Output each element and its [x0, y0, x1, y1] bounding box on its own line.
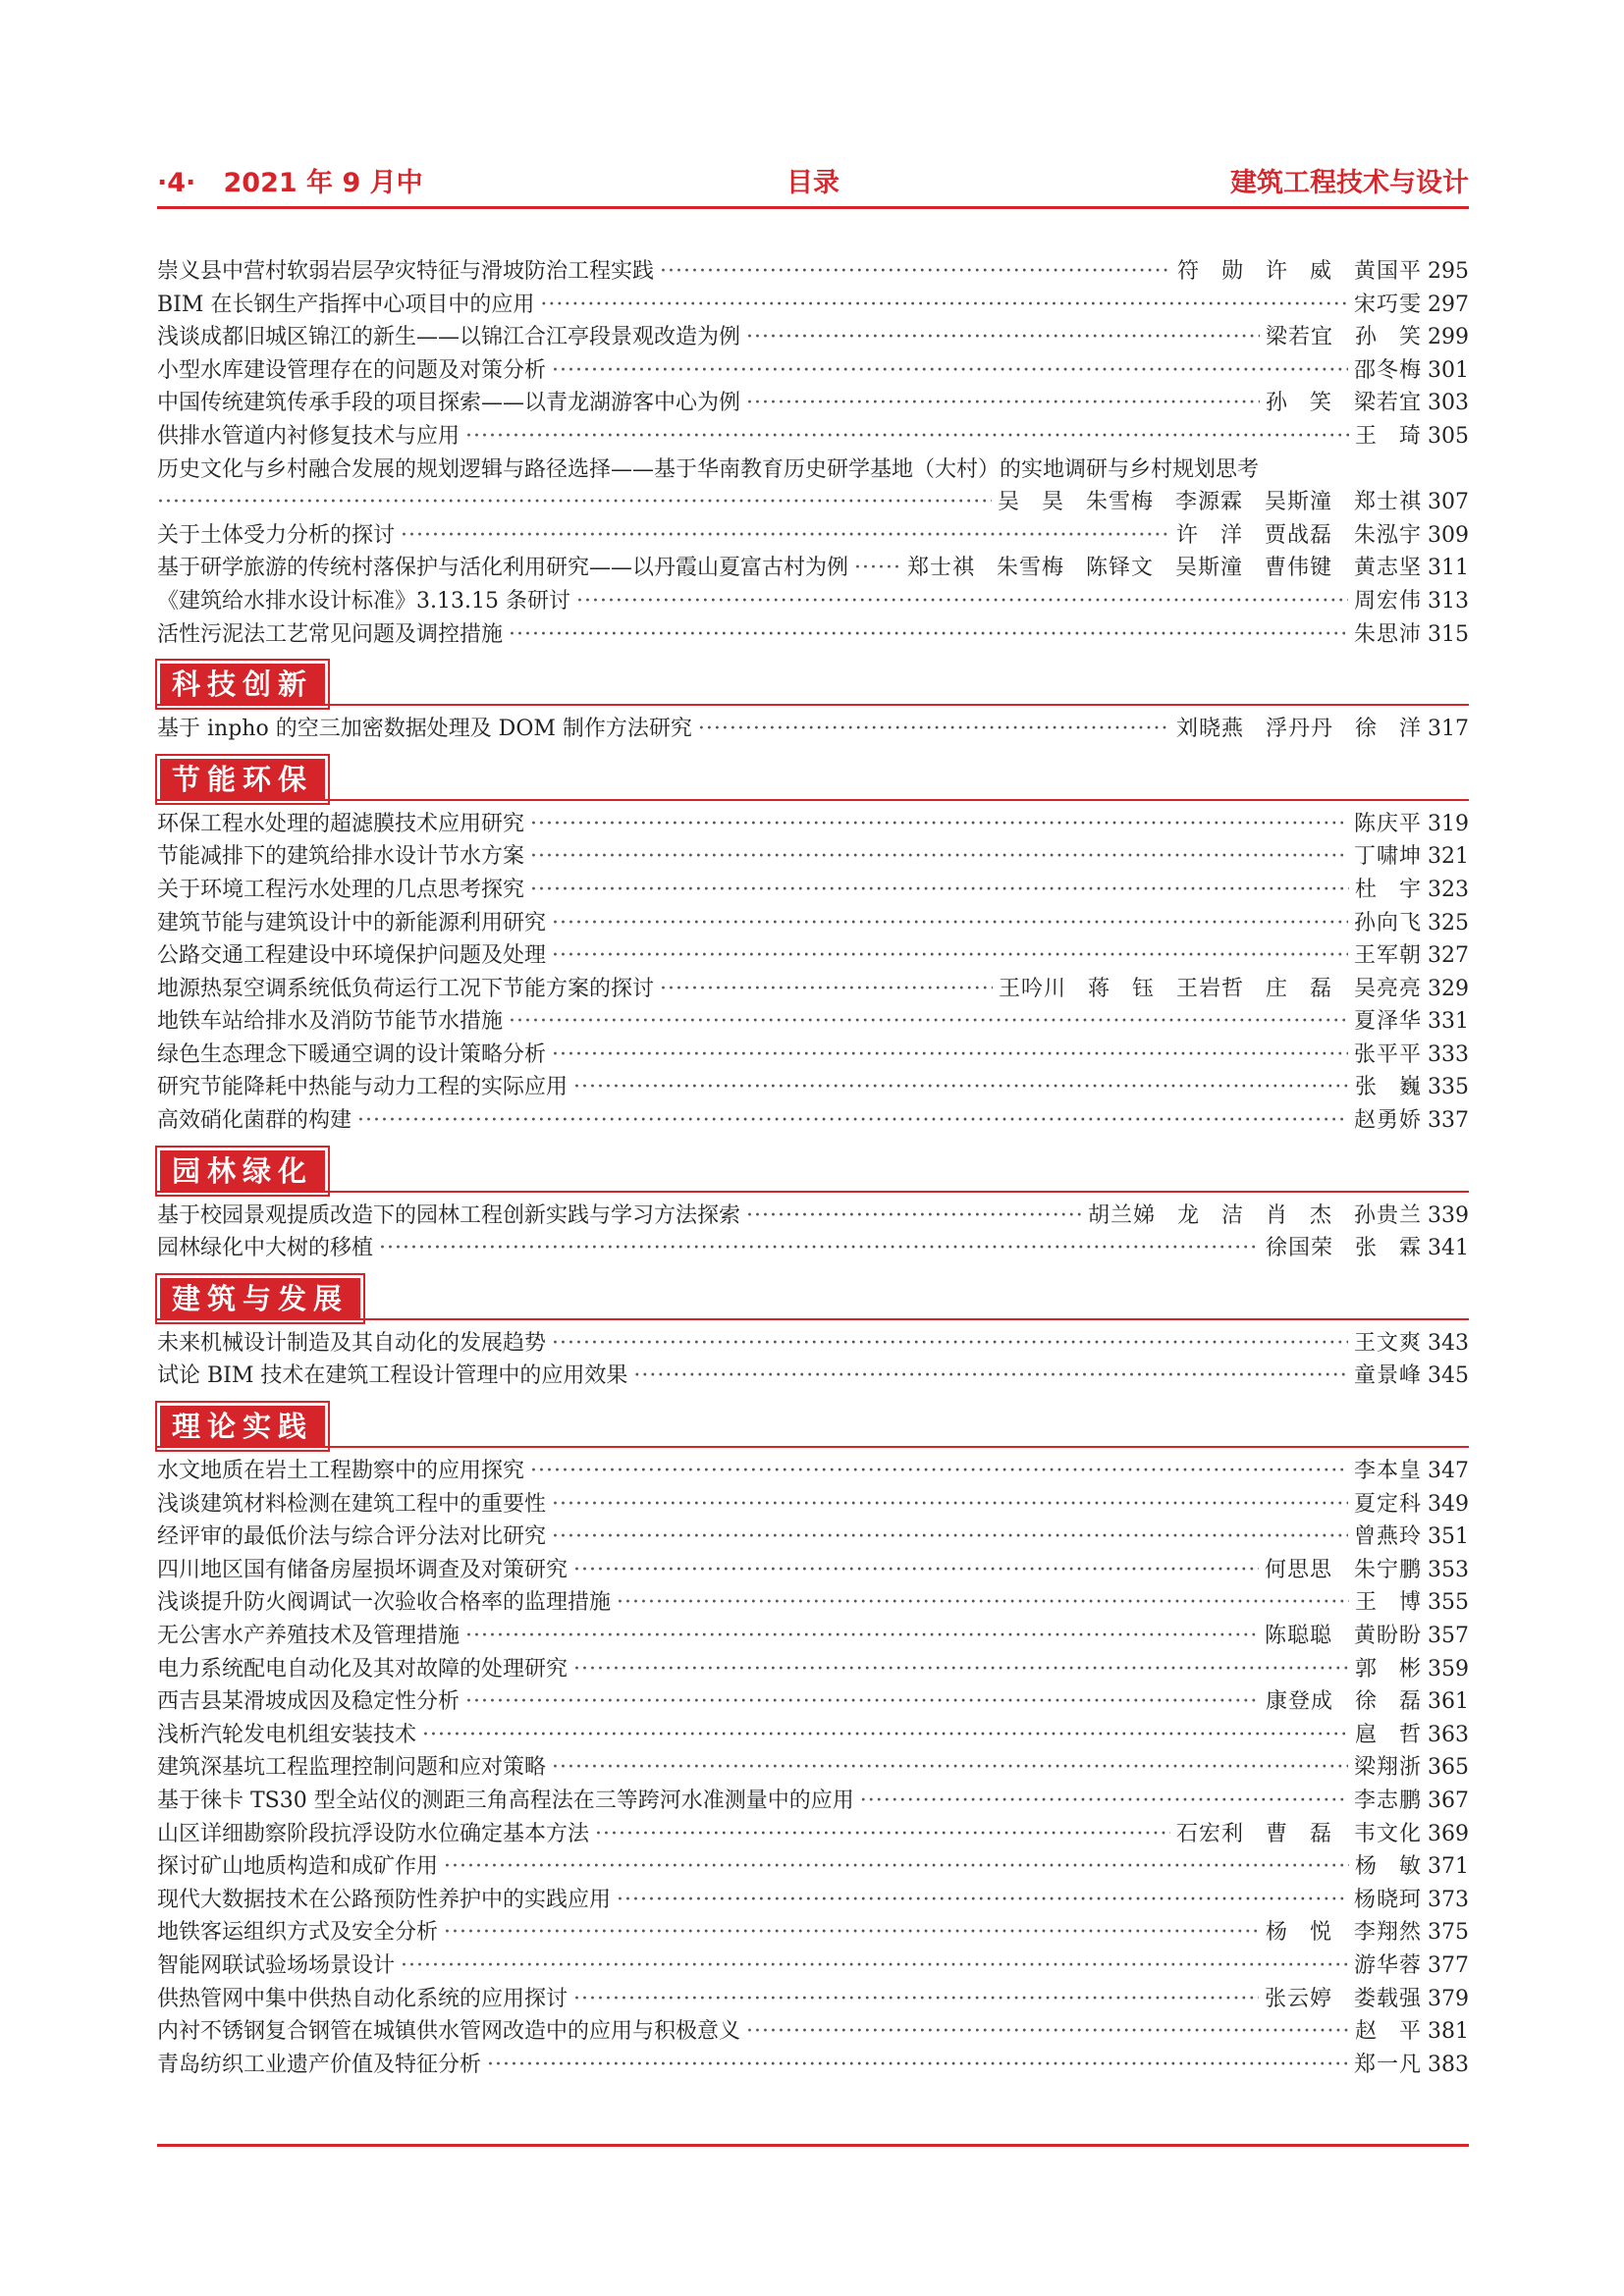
article-page[interactable]: 351	[1428, 1524, 1469, 1550]
article-authors: 吴 昊 朱雪梅 李源霖 吴斯潼 郑士祺	[998, 490, 1422, 515]
article-authors: 邵冬梅	[1353, 357, 1422, 383]
article-page[interactable]: 335	[1428, 1075, 1469, 1100]
article-authors: 石宏利 曹 磊 韦文化	[1176, 1821, 1422, 1846]
article-title[interactable]: 《建筑给水排水设计标准》3.13.15 条研讨	[157, 588, 570, 614]
toc-entry	[157, 1983, 1469, 2016]
article-page[interactable]: 311	[1428, 556, 1469, 581]
leader-dots	[573, 1554, 1259, 1587]
toc-entry	[157, 1005, 1469, 1039]
article-title[interactable]: 地铁车站给排水及消防节能节水措施	[157, 1009, 504, 1035]
toc-entry	[157, 973, 1469, 1006]
article-title[interactable]: 地源热泵空调系统低负荷运行工况下节能方案的探讨	[157, 976, 655, 1001]
article-page[interactable]: 309	[1428, 522, 1469, 548]
toc-entry	[157, 939, 1469, 973]
toc-entry	[157, 1232, 1469, 1265]
article-authors: 梁若宜 孙 笑	[1266, 325, 1422, 350]
section-label: 园林绿化	[157, 1148, 328, 1195]
article-authors: 何思思 朱宁鹏	[1265, 1557, 1422, 1582]
page-label: ·4·	[157, 168, 196, 198]
article-authors: 符 勋 许 威 黄国平	[1177, 259, 1422, 284]
article-page[interactable]: 381	[1428, 2019, 1469, 2045]
toc-entry	[157, 1719, 1469, 1752]
toc-entry	[157, 713, 1469, 746]
article-page[interactable]: 377	[1428, 1952, 1469, 1978]
article-page[interactable]: 373	[1428, 1887, 1469, 1912]
footer-rule	[157, 2144, 1469, 2147]
toc-entry	[157, 1039, 1469, 1072]
toc-entry	[157, 552, 1469, 585]
article-title[interactable]: 供排水管道内衬修复技术与应用	[157, 423, 460, 449]
toc-entry	[157, 1200, 1469, 1233]
article-authors: 刘晓燕 浮丹丹 徐 洋	[1176, 717, 1422, 742]
leader-dots	[465, 1685, 1260, 1719]
toc-entry	[157, 387, 1469, 420]
leader-dots	[157, 486, 992, 519]
article-page[interactable]: 355	[1428, 1590, 1469, 1616]
article-page[interactable]: 359	[1428, 1656, 1469, 1682]
article-page[interactable]: 319	[1428, 811, 1469, 836]
article-title[interactable]: 未来机械设计制造及其自动化的发展趋势	[157, 1330, 547, 1356]
article-title[interactable]: 青岛纺织工业遗产价值及特征分析	[157, 2052, 482, 2077]
article-page[interactable]: 379	[1428, 1986, 1469, 2011]
article-title[interactable]: 智能网联试验场场景设计	[157, 1952, 396, 1978]
article-title[interactable]: 关于土体受力分析的探讨	[157, 522, 396, 548]
leader-dots	[422, 1719, 1349, 1752]
leader-dots	[573, 1983, 1259, 2016]
leader-dots	[552, 1521, 1348, 1554]
leader-dots	[530, 808, 1348, 841]
article-page[interactable]: 337	[1428, 1108, 1469, 1134]
article-authors: 扈 哲	[1355, 1722, 1422, 1747]
article-page[interactable]: 305	[1428, 423, 1469, 449]
leader-dots	[444, 1916, 1260, 1949]
section-underline	[157, 799, 1469, 801]
leader-dots	[540, 289, 1348, 322]
article-authors: 陈聪聪 黄盼盼	[1265, 1624, 1422, 1648]
article-title[interactable]: 四川地区国有储备房屋损坏调查及对策研究	[157, 1557, 568, 1582]
article-authors: 李志鹏	[1353, 1788, 1422, 1813]
leader-dots	[576, 585, 1348, 618]
article-page[interactable]: 357	[1428, 1624, 1469, 1648]
article-title[interactable]: 中国传统建筑传承手段的项目探索——以青龙湖游客中心为例	[157, 391, 741, 416]
section-label: 节能环保	[157, 756, 328, 803]
article-authors: 杜 宇	[1355, 877, 1422, 902]
toc-entry	[157, 840, 1469, 874]
article-authors: 杨 敏	[1355, 1854, 1422, 1880]
article-title[interactable]: 绿色生态理念下暖通空调的设计策略分析	[157, 1041, 547, 1067]
article-authors: 夏定科	[1353, 1491, 1422, 1517]
article-title[interactable]: 浅谈建筑材料检测在建筑工程中的重要性	[157, 1491, 547, 1517]
leader-dots	[552, 354, 1348, 388]
article-title[interactable]: 公路交通工程建设中环境保护问题及处理	[157, 943, 547, 969]
leader-dots	[595, 1818, 1170, 1851]
toc-entry	[157, 1488, 1469, 1522]
section-heading	[157, 655, 1469, 707]
table-of-contents	[157, 255, 1469, 2081]
leader-dots	[573, 1653, 1349, 1686]
leader-dots	[854, 552, 901, 585]
leader-dots	[617, 1586, 1349, 1620]
article-authors: 许 洋 贾战磊 朱泓宇	[1176, 522, 1422, 548]
article-page[interactable]: 315	[1428, 621, 1469, 647]
toc-entry	[157, 420, 1469, 454]
toc-entry	[157, 1818, 1469, 1851]
article-title[interactable]: BIM 在长钢生产指挥中心项目中的应用	[157, 292, 535, 317]
leader-dots	[746, 1200, 1082, 1233]
article-authors: 孙向飞	[1353, 910, 1422, 935]
article-title[interactable]: 历史文化与乡村融合发展的规划逻辑与路径选择——基于华南教育历史研学基地（大村）的实地调研与乡村规划思考	[157, 456, 1260, 482]
article-page[interactable]: 301	[1428, 357, 1469, 383]
article-title[interactable]: 试论 BIM 技术在建筑工程设计管理中的应用效果	[157, 1363, 628, 1389]
leader-dots	[379, 1232, 1260, 1265]
article-page[interactable]: 303	[1428, 391, 1469, 416]
toc-entry	[157, 519, 1469, 553]
toc-entry	[157, 907, 1469, 940]
article-page[interactable]: 347	[1428, 1459, 1469, 1484]
article-page[interactable]: 329	[1428, 976, 1469, 1001]
article-authors: 康登成 徐 磊	[1266, 1689, 1422, 1715]
toc-entry	[157, 1586, 1469, 1620]
section-heading	[157, 750, 1469, 802]
section-underline	[157, 704, 1469, 706]
article-title[interactable]: 节能减排下的建筑给排水设计节水方案	[157, 844, 525, 870]
toc-entry	[157, 354, 1469, 388]
toc-entry	[157, 1360, 1469, 1393]
article-page[interactable]: 299	[1428, 325, 1469, 350]
article-title[interactable]: 研究节能降耗中热能与动力工程的实际应用	[157, 1075, 568, 1100]
article-page[interactable]: 307	[1428, 490, 1469, 515]
article-title[interactable]: 高效硝化菌群的构建	[157, 1108, 352, 1134]
leader-dots	[633, 1360, 1348, 1393]
toc-entry	[157, 1850, 1469, 1884]
leader-dots	[660, 255, 1171, 289]
article-authors: 胡兰娣 龙 洁 肖 杰 孙贵兰	[1088, 1202, 1422, 1228]
toc-entry	[157, 321, 1469, 354]
article-authors: 张 巍	[1355, 1075, 1422, 1100]
article-authors: 周宏伟	[1353, 588, 1422, 614]
article-title[interactable]: 探讨矿山地质构造和成矿作用	[157, 1854, 439, 1880]
journal-name: 建筑工程技术与设计	[1230, 168, 1469, 198]
toc-entry	[157, 1521, 1469, 1554]
leader-dots	[509, 618, 1348, 652]
article-authors: 张云婷 娄载强	[1265, 1986, 1422, 2011]
article-title[interactable]: 山区详细勘察阶段抗浮设防水位确定基本方法	[157, 1821, 590, 1846]
toc-entry	[157, 2049, 1469, 2082]
article-page[interactable]: 367	[1428, 1788, 1469, 1813]
leader-dots	[746, 2015, 1349, 2049]
article-page[interactable]: 349	[1428, 1491, 1469, 1517]
article-authors: 王文爽	[1353, 1330, 1422, 1356]
article-page[interactable]: 363	[1428, 1722, 1469, 1747]
article-page[interactable]: 331	[1428, 1009, 1469, 1035]
article-page[interactable]: 327	[1428, 943, 1469, 969]
leader-dots	[617, 1884, 1348, 1917]
article-page[interactable]: 325	[1428, 910, 1469, 935]
article-authors: 王军朝	[1353, 943, 1422, 969]
leader-dots	[698, 713, 1170, 746]
toc-entry	[157, 1685, 1469, 1719]
article-authors: 夏泽华	[1353, 1009, 1422, 1035]
leader-dots	[401, 519, 1170, 553]
article-authors: 朱思沛	[1353, 621, 1422, 647]
article-title[interactable]: 电力系统配电自动化及其对故障的处理研究	[157, 1656, 568, 1682]
article-title[interactable]: 无公害水产养殖技术及管理措施	[157, 1624, 460, 1648]
toc-entry	[157, 1884, 1469, 1917]
leader-dots	[357, 1104, 1348, 1138]
article-authors: 杨 悦 李翔然	[1266, 1920, 1422, 1946]
article-page[interactable]: 321	[1428, 844, 1469, 870]
section-label: 建筑与发展	[157, 1275, 363, 1322]
article-title[interactable]: 基于 inpho 的空三加密数据处理及 DOM 制作方法研究	[157, 717, 692, 742]
article-title[interactable]: 基于徕卡 TS30 型全站仪的测距三角高程法在三等跨河水准测量中的应用	[157, 1788, 854, 1813]
toc-entry	[157, 618, 1469, 652]
article-authors: 孙 笑 梁若宜	[1266, 391, 1422, 416]
leader-dots	[530, 840, 1348, 874]
section-heading	[157, 1397, 1469, 1449]
leader-dots	[552, 1751, 1348, 1785]
article-authors: 郭 彬	[1355, 1656, 1422, 1682]
article-title[interactable]: 浅谈提升防火阀调试一次验收合格率的监理措施	[157, 1590, 612, 1616]
article-page[interactable]: 371	[1428, 1854, 1469, 1880]
article-authors: 赵勇娇	[1353, 1108, 1422, 1134]
leader-dots	[552, 907, 1348, 940]
toc-entry	[157, 808, 1469, 841]
article-page[interactable]: 313	[1428, 588, 1469, 614]
article-page[interactable]: 375	[1428, 1920, 1469, 1946]
leader-dots	[660, 973, 993, 1006]
article-authors: 丁啸坤	[1353, 844, 1422, 870]
article-page[interactable]: 365	[1428, 1755, 1469, 1781]
article-page[interactable]: 295	[1428, 259, 1469, 284]
section-underline	[157, 1446, 1469, 1448]
article-page[interactable]: 317	[1428, 717, 1469, 742]
article-title[interactable]: 建筑深基坑工程监理控制问题和应对策略	[157, 1755, 547, 1781]
article-title[interactable]: 小型水库建设管理存在的问题及对策分析	[157, 357, 547, 383]
page-header	[157, 157, 1469, 202]
section-label: 科技创新	[157, 661, 328, 708]
toc-entry	[157, 585, 1469, 618]
article-page[interactable]: 341	[1428, 1236, 1469, 1261]
section-label: 理论实践	[157, 1403, 328, 1450]
article-page[interactable]: 361	[1428, 1689, 1469, 1715]
article-title[interactable]: 浅析汽轮发电机组安装技术	[157, 1722, 417, 1747]
article-authors: 陈庆平	[1353, 811, 1422, 836]
toc-entry	[157, 2015, 1469, 2049]
article-authors: 郑一凡	[1353, 2052, 1422, 2077]
leader-dots	[552, 1039, 1348, 1072]
article-authors: 童景峰	[1353, 1363, 1422, 1389]
toc-entry	[157, 486, 1469, 519]
article-title[interactable]: 环保工程水处理的超滤膜技术应用研究	[157, 811, 525, 836]
article-authors: 徐国荣 张 霖	[1266, 1236, 1422, 1261]
article-authors: 赵 平	[1355, 2019, 1422, 2045]
article-page[interactable]: 343	[1428, 1330, 1469, 1356]
leader-dots	[746, 387, 1260, 420]
toc-entry	[157, 1785, 1469, 1818]
article-page[interactable]: 339	[1428, 1202, 1469, 1228]
leader-dots	[530, 1455, 1348, 1488]
article-title[interactable]: 经评审的最低价法与综合评分法对比研究	[157, 1524, 547, 1550]
leader-dots	[401, 1949, 1348, 1983]
leader-dots	[552, 1488, 1348, 1522]
leader-dots	[465, 1620, 1259, 1653]
article-title[interactable]: 水文地质在岩土工程勘察中的应用探究	[157, 1459, 525, 1484]
article-authors: 王吟川 蒋 钰 王岩哲 庄 磊 吴亮亮	[999, 976, 1422, 1001]
article-authors: 张平平	[1353, 1041, 1422, 1067]
article-title[interactable]: 崇义县中营村软弱岩层孕灾特征与滑坡防治工程实践	[157, 259, 655, 284]
article-page[interactable]: 383	[1428, 2052, 1469, 2077]
leader-dots	[860, 1785, 1348, 1818]
article-authors: 梁翔浙	[1353, 1755, 1422, 1781]
article-page[interactable]: 297	[1428, 292, 1469, 317]
article-authors: 宋巧雯	[1353, 292, 1422, 317]
header-rule	[157, 206, 1469, 209]
article-title[interactable]: 基于校园景观提质改造下的园林工程创新实践与学习方法探索	[157, 1202, 741, 1228]
article-title[interactable]: 活性污泥法工艺常见问题及调控措施	[157, 621, 504, 647]
article-page[interactable]: 323	[1428, 877, 1469, 902]
article-title[interactable]: 建筑节能与建筑设计中的新能源利用研究	[157, 910, 547, 935]
leader-dots	[552, 1327, 1348, 1361]
article-title[interactable]: 园林绿化中大树的移植	[157, 1236, 374, 1261]
article-title[interactable]: 基于研学旅游的传统村落保护与活化利用研究——以丹霞山夏富古村为例	[157, 556, 849, 581]
section-heading	[157, 1269, 1469, 1321]
toc-entry	[157, 255, 1469, 289]
leader-dots	[746, 321, 1260, 354]
article-authors: 曾燕玲	[1353, 1524, 1422, 1550]
article-title[interactable]: 现代大数据技术在公路预防性养护中的实践应用	[157, 1887, 612, 1912]
article-page[interactable]: 369	[1428, 1821, 1469, 1846]
contents-title: 目录	[786, 168, 839, 198]
article-title[interactable]: 地铁客运组织方式及安全分析	[157, 1920, 439, 1946]
toc-entry	[157, 874, 1469, 907]
leader-dots	[465, 420, 1349, 454]
article-page[interactable]: 345	[1428, 1363, 1469, 1389]
leader-dots	[509, 1005, 1348, 1039]
leader-dots	[487, 2049, 1348, 2082]
article-authors: 王 琦	[1355, 423, 1422, 449]
toc-entry	[157, 1620, 1469, 1653]
toc-entry	[157, 1104, 1469, 1138]
section-underline	[157, 1318, 1469, 1320]
article-title[interactable]: 浅谈成都旧城区锦江的新生——以锦江合江亭段景观改造为例	[157, 325, 741, 350]
article-page[interactable]: 353	[1428, 1557, 1469, 1582]
article-title[interactable]: 供热管网中集中供热自动化系统的应用探讨	[157, 1986, 568, 2011]
toc-entry	[157, 1949, 1469, 1983]
toc-entry	[157, 1327, 1469, 1361]
issue-date: 2021 年 9 月中	[223, 168, 423, 198]
article-authors: 杨晓珂	[1353, 1887, 1422, 1912]
toc-entry	[157, 289, 1469, 322]
article-authors: 王 博	[1355, 1590, 1422, 1616]
section-underline	[157, 1191, 1469, 1193]
toc-entry	[157, 1916, 1469, 1949]
toc-entry	[157, 1071, 1469, 1104]
section-heading	[157, 1142, 1469, 1194]
leader-dots	[530, 874, 1349, 907]
article-title[interactable]: 内衬不锈钢复合钢管在城镇供水管网改造中的应用与积极意义	[157, 2019, 741, 2045]
article-authors: 游华蓉	[1353, 1952, 1422, 1978]
leader-dots	[573, 1071, 1349, 1104]
toc-entry	[157, 1653, 1469, 1686]
article-title[interactable]: 西吉县某滑坡成因及稳定性分析	[157, 1689, 460, 1715]
article-title[interactable]: 关于环境工程污水处理的几点思考探究	[157, 877, 525, 902]
leader-dots	[444, 1850, 1349, 1884]
article-page[interactable]: 333	[1428, 1041, 1469, 1067]
article-authors: 郑士祺 朱雪梅 陈铎文 吴斯潼 曹伟键 黄志坚	[907, 556, 1422, 581]
toc-entry	[157, 1455, 1469, 1488]
leader-dots	[552, 939, 1348, 973]
toc-entry	[157, 1751, 1469, 1785]
toc-entry	[157, 1554, 1469, 1587]
article-authors: 李本皇	[1353, 1459, 1422, 1484]
